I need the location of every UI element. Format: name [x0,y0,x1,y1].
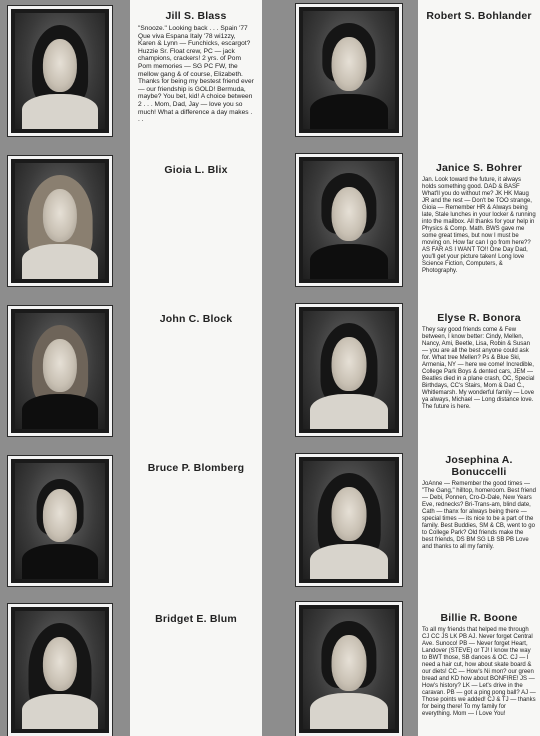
student-entry [130,462,262,474]
student-name: Billie R. Boone [440,612,518,624]
student-name: Gioia L. Blix [164,164,228,176]
student-name: Elyse R. Bonora [437,312,521,324]
student-name: Bruce P. Blomberg [147,462,245,474]
student-blurb: "Snooze." Looking back . . . Spain '77 Que viva Espana Italy '78 wi1zzy, Karen & Lynn — Funchicks, escargot? Huzzie Sr. Float crew, PC — jack champions, crackers! 2 yrs. of Pom Pom memories — SG PC FW, the mellow gang & of course, Elizabeth. Thanks for being my bestest friend ever — our friendship is GOLD! Bermuda, maybe? You bet, kid! A choice between 2 . . . Mom, Dad, Jay — love you so much! What a difference a day makes . . . [138,25,254,124]
student-blurb: To all my friends that helped me through CJ CC JS LK PB AJ. Never forget Central Ave. Sunoco! PB — Never forget Heart, Landover (STEVE) or TJ! I know the way to BWT those, SB dances & OC. CJ — I need a hair cut, how about skate board & our diets! CC — How's Ni mon? our green bread and KD how about BONFIRE! JS — How's history? LK — Let's drive in the caravan. PB — got a ping pong ball? AJ — Those points we added! CJ & TJ — thanks for being there! To my family for everything. Mom — I Love You! [422,627,536,717]
portrait-photo [296,4,402,136]
portrait-photo [8,6,112,136]
student-name: Bridget E. Blum [155,613,237,625]
text-column-right [418,0,540,736]
student-entry [418,454,540,551]
student-name: Josephina A. Bonuccelli [445,454,513,478]
student-name: John C. Block [159,313,233,325]
student-entry [418,162,540,275]
student-entry [130,613,262,625]
student-entry [418,10,540,22]
portrait-photo [296,154,402,286]
portrait-photo [8,156,112,286]
portrait-photo [296,454,402,586]
student-name: Janice S. Bohrer [435,162,523,174]
student-name: Robert S. Bohlander [426,10,532,22]
student-blurb: They say good friends come & Few between, I know better: Cindy, Mellen, Nancy, Ami, Beetle, Lisa, Robin & Susan — you are all the best anyone could ask for. What tree Mellen? Ps & Blue Ski, Armenia, NY — here we come! Incredible, College Park Boys & dented cars, JEM — Beatles died in a plane crash, OC, Special Birthdays, CC's Stairs, Mom & Dad C., Whitlemarsh. My wonderful family — Love ya always, Michael — Long distance love. The future is here. [422,327,535,410]
student-entry [418,612,540,718]
student-entry [130,164,262,176]
student-entry [130,10,262,124]
student-name: Jill S. Blass [165,10,227,22]
student-entry [418,312,540,411]
portrait-photo [296,602,402,736]
text-column-left [130,0,262,736]
student-entry [130,313,262,325]
student-blurb: JoAnne — Remember the good times — "The Gang," hilltop, homeroom. Best friend — Debi, Ponnen, Cro-D-Dale, New Years Eve, rednecks? Bri-Trans-am, blind date, Cath — thanx for always being there — special times — its nice to be a part of the family. Best Buddies, SM & CB, went to go to College Park? Old friends make the best friends, DS BM SG LB SB PB Love and thanks to all my family. [422,481,536,550]
portrait-photo [8,306,112,436]
portrait-photo [8,604,112,736]
portrait-photo [8,456,112,586]
student-blurb: Jan. Look toward the future, it always holds something good. DAD & BASF What'll you do without me? JK HK Maug JR and the rest — Don't be TOO strange, Gioia — Remember HR & Always being late, Stale lunches in your locker & running into the mailbox. All thanks for your help in Physics & Comp. Math. BWS gave me some great times, but now I must be moving on. How far can I go from here?? AS FAR AS I WANT TO!! One Day Dad, you'll get your picture taken! Long love Science Fiction, Computers, & Photography. [422,177,536,274]
portrait-photo [296,304,402,436]
